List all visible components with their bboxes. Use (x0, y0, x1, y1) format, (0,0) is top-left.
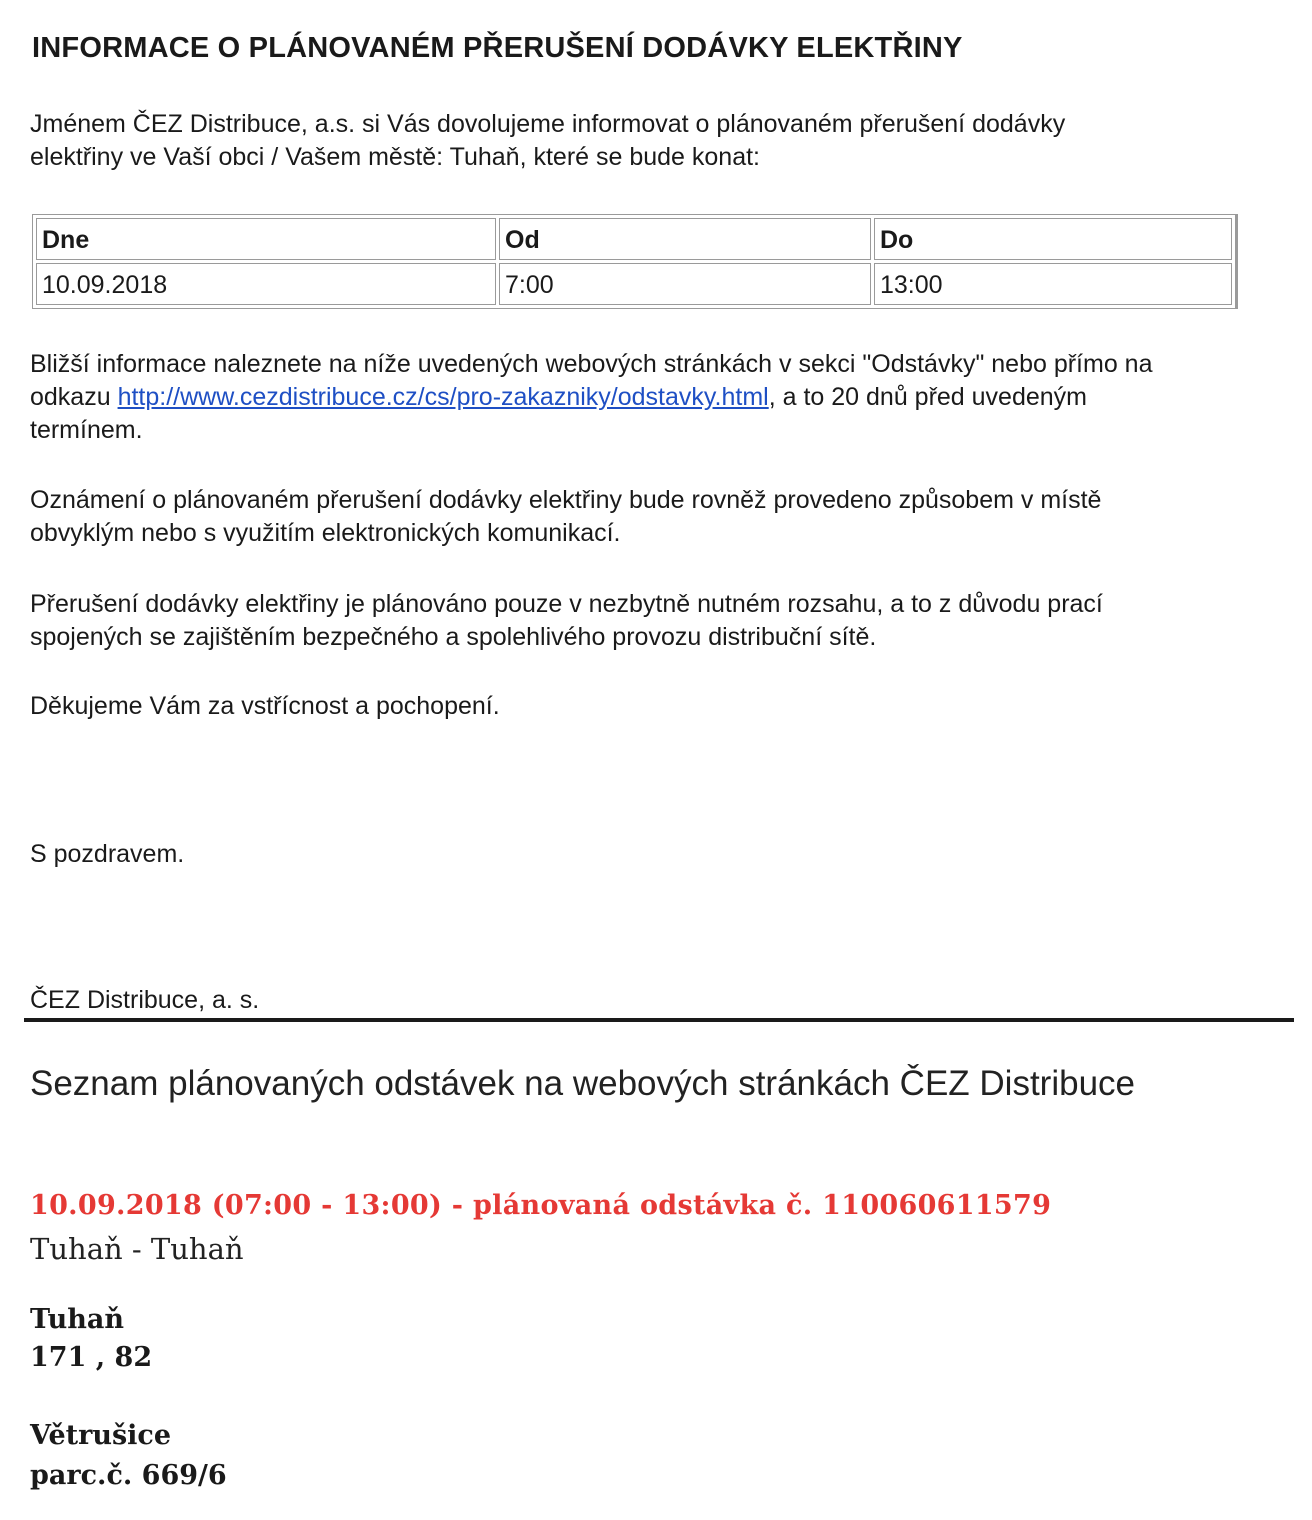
page-title: INFORMACE O PLÁNOVANÉM PŘERUŠENÍ DODÁVKY ELEKTŘINY (32, 32, 963, 64)
reason-line-2: spojených se zajištěním bezpečného a spolehlivého provozu distribuční sítě. (30, 623, 877, 651)
entry-place-vetrusice: Větrušice (30, 1420, 172, 1451)
outage-headline: 10.09.2018 (07:00 - 13:00) - plánovaná odstávka č. 110060611579 (30, 1190, 1052, 1221)
web-list-heading: Seznam plánovaných odstávek na webových stránkách ČEZ Distribuce (30, 1064, 1135, 1103)
intro-paragraph (30, 108, 1285, 174)
reason-paragraph (30, 588, 1285, 654)
outage-table-header-row (36, 218, 1232, 260)
intro-line-1: Jménem ČEZ Distribuce, a.s. si Vás dovolujeme informovat o plánovaném přerušení dodávky (30, 110, 1066, 138)
more-info-suffix: , a to 20 dnů před uvedeným (768, 383, 1087, 411)
outages-link[interactable]: http://www.cezdistribuce.cz/cs/pro-zakazniky/odstavky.html (117, 383, 769, 411)
company-signature: ČEZ Distribuce, a. s. (30, 986, 260, 1014)
header-date: Dne (36, 218, 496, 260)
entry-detail-tuhan: 171 , 82 (30, 1342, 153, 1373)
more-info-paragraph (30, 348, 1285, 447)
cell-from: 7:00 (499, 263, 871, 305)
header-to: Do (874, 218, 1232, 260)
cell-date: 10.09.2018 (36, 263, 496, 305)
thanks-text: Děkujeme Vám za vstřícnost a pochopení. (30, 692, 500, 720)
header-from: Od (499, 218, 871, 260)
notice-line-1: Oznámení o plánovaném přerušení dodávky elektřiny bude rovněž provedeno způsobem v místě (30, 486, 1102, 514)
outage-table (32, 214, 1238, 309)
greeting-text: S pozdravem. (30, 840, 185, 868)
outage-location: Tuhaň - Tuhaň (30, 1232, 244, 1266)
entry-detail-vetrusice: parc.č. 669/6 (30, 1460, 227, 1491)
more-info-line-3: termínem. (30, 416, 143, 444)
section-divider (24, 1018, 1294, 1022)
cell-to: 13:00 (874, 263, 1232, 305)
more-info-line-1: Bližší informace naleznete na níže uvedených webových stránkách v sekci "Odstávky" nebo přímo na (30, 350, 1153, 378)
reason-line-1: Přerušení dodávky elektřiny je plánováno pouze v nezbytně nutném rozsahu, a to z důvodu prací (30, 590, 1103, 618)
notice-paragraph (30, 484, 1285, 550)
intro-line-2: elektřiny ve Vaší obci / Vašem městě: Tuhaň, které se bude konat: (30, 143, 761, 171)
entry-place-tuhan: Tuhaň (30, 1304, 124, 1335)
more-info-prefix: odkazu (30, 383, 118, 411)
table-row (36, 263, 1232, 305)
notice-line-2: obvyklým nebo s využitím elektronických komunikací. (30, 519, 621, 547)
